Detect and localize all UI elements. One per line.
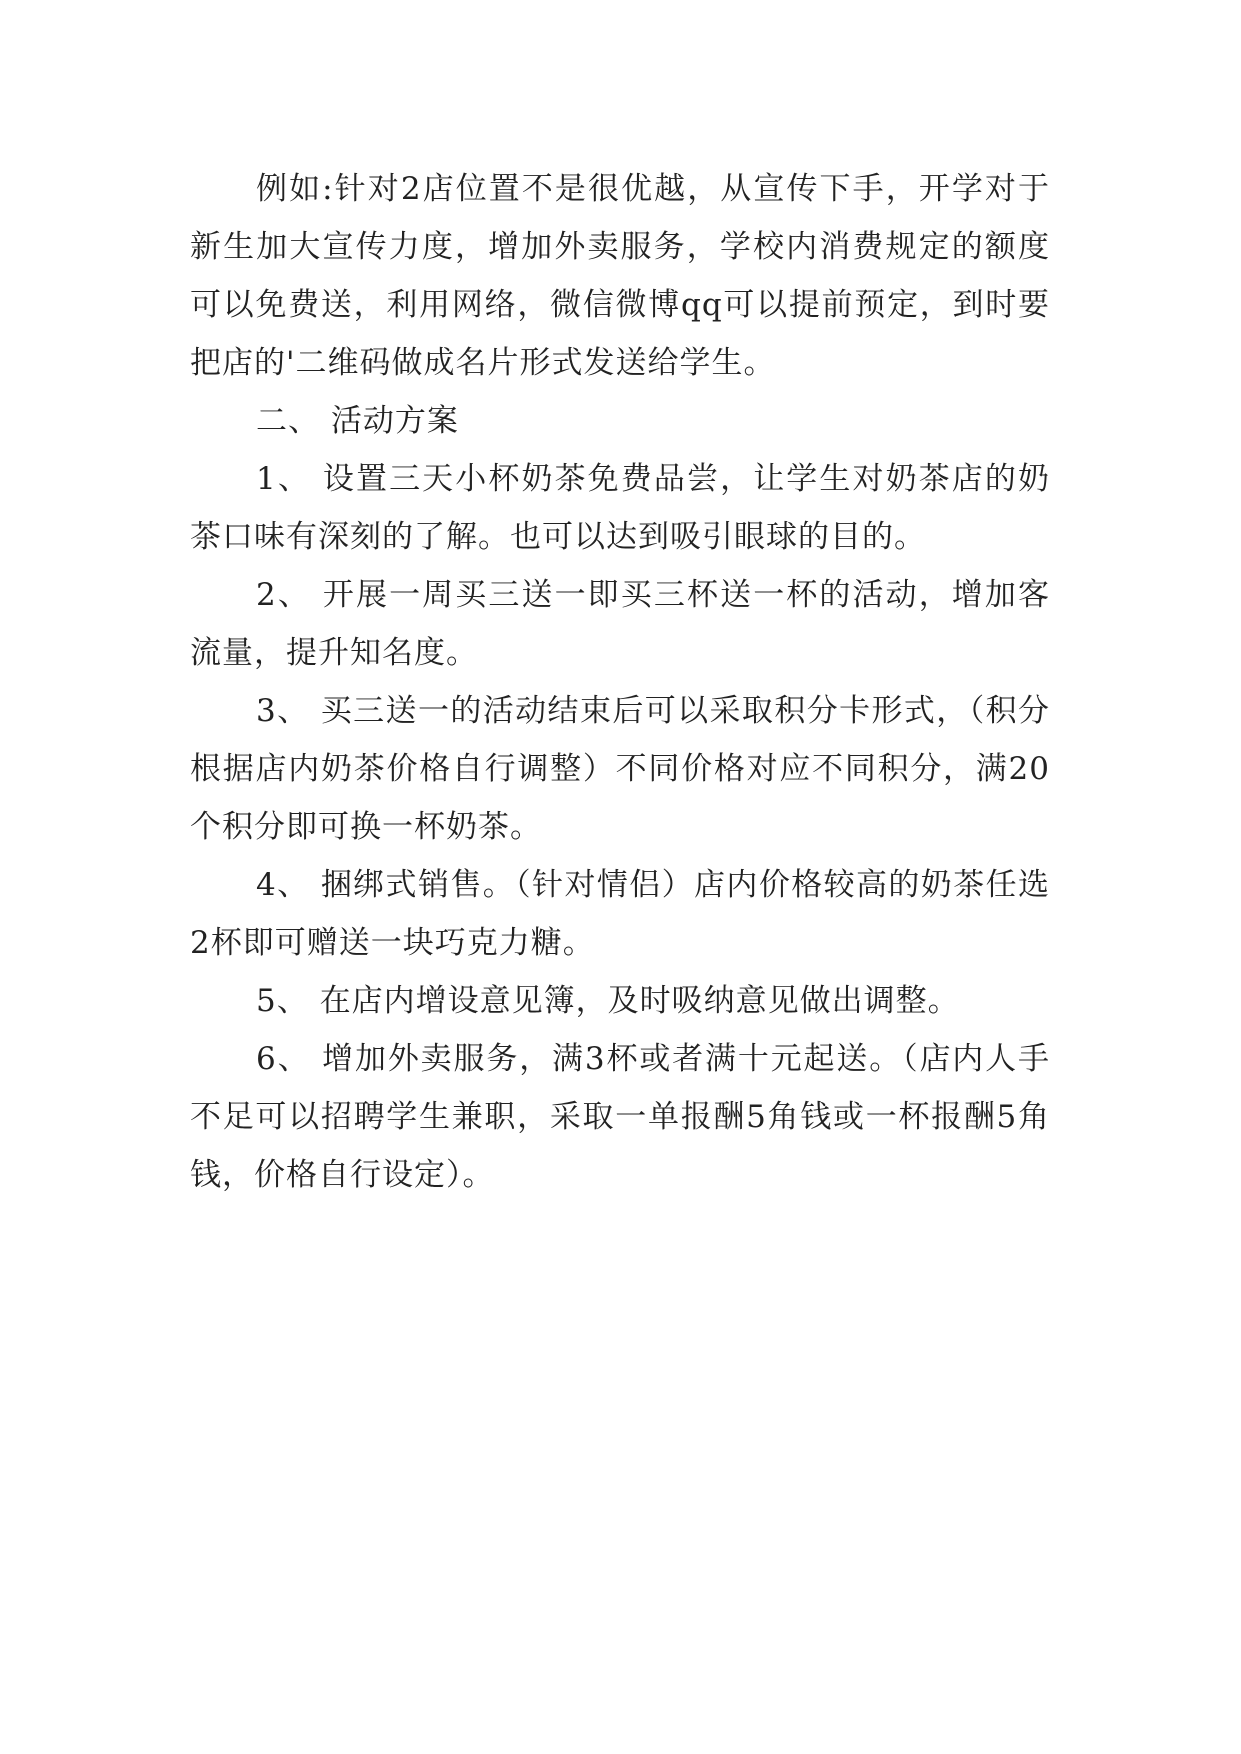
list-item-1: 1、 设置三天小杯奶茶免费品尝，让学生对奶茶店的奶茶口味有深刻的了解。也可以达到吸引眼球的目的。: [190, 461, 1050, 555]
list-item-4: 4、 捆绑式销售。（针对情侣）店内价格较高的奶茶任选2杯即可赠送一块巧克力糖。: [190, 867, 1050, 961]
list-item-3: 3、 买三送一的活动结束后可以采取积分卡形式，（积分根据店内奶茶价格自行调整）不同价格对应不同积分，满20个积分即可换一杯奶茶。: [190, 693, 1050, 845]
document-body: [190, 160, 1050, 1204]
section-heading: 二、 活动方案: [256, 403, 459, 439]
list-item-5: 5、 在店内增设意见簿，及时吸纳意见做出调整。: [256, 983, 960, 1019]
intro-paragraph: 例如:针对2店位置不是很优越，从宣传下手，开学对于新生加大宣传力度，增加外卖服务，学校内消费规定的额度可以免费送，利用网络，微信微博qq可以提前预定，到时要把店的'二维码做成名片形式发送给学生。: [190, 171, 1050, 381]
list-item-2: 2、 开展一周买三送一即买三杯送一杯的活动，增加客流量，提升知名度。: [190, 577, 1050, 671]
list-item-6: 6、 增加外卖服务，满3杯或者满十元起送。（店内人手不足可以招聘学生兼职，采取一单报酬5角钱或一杯报酬5角钱，价格自行设定）。: [190, 1041, 1050, 1193]
